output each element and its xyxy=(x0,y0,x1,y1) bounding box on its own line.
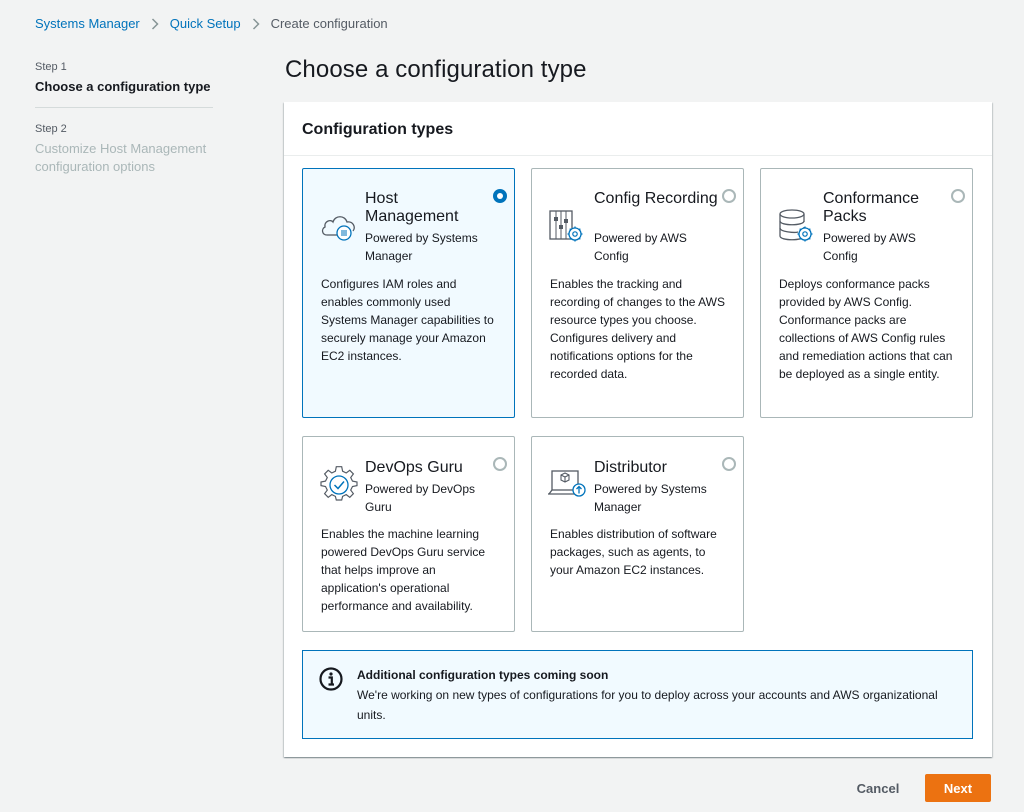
tile-config-recording[interactable] xyxy=(531,168,744,418)
breadcrumb-systems-manager[interactable]: Systems Manager xyxy=(35,16,140,31)
info-icon xyxy=(319,667,343,691)
tile-powered-by: Powered by Systems Manager xyxy=(365,231,478,263)
gear-check-icon xyxy=(319,465,359,505)
laptop-package-icon xyxy=(548,465,588,505)
cancel-button[interactable]: Cancel xyxy=(838,774,918,802)
wizard-steps xyxy=(35,60,213,176)
breadcrumb xyxy=(35,16,388,31)
wizard-step-2 xyxy=(35,122,213,176)
config-recording-icon xyxy=(548,205,588,245)
tile-name: Config Recording xyxy=(594,190,718,207)
alert-title: Additional configuration types coming soon xyxy=(357,668,609,682)
tile-radio[interactable] xyxy=(493,457,507,471)
tile-description: Configures IAM roles and enables commonly used Systems Manager capabilities to securely manage your Amazon EC2 instances. xyxy=(321,277,494,363)
wizard-step-1 xyxy=(35,60,213,95)
tile-devops-guru[interactable] xyxy=(302,436,515,632)
step-2-title: Customize Host Management configuration options xyxy=(35,141,207,174)
step-divider xyxy=(35,107,213,108)
tile-name: Distributor xyxy=(594,459,667,476)
next-button[interactable]: Next xyxy=(925,774,991,802)
tile-name: Conformance Packs xyxy=(823,190,920,225)
tile-description: Enables the tracking and recording of changes to the AWS resource types you choose. Configures delivery and notifications options for the recorded data. xyxy=(550,277,725,381)
database-gear-icon xyxy=(777,205,817,245)
tile-radio[interactable] xyxy=(951,189,965,203)
tile-powered-by: Powered by AWS Config xyxy=(594,231,687,263)
tile-description: Enables the machine learning powered DevOps Guru service that helps improve an application's operational performance and availability. xyxy=(321,527,486,613)
breadcrumb-current: Create configuration xyxy=(270,16,388,31)
chevron-right-icon xyxy=(151,18,159,30)
tile-distributor[interactable] xyxy=(531,436,744,632)
tile-host-management[interactable] xyxy=(302,168,515,418)
tile-radio[interactable] xyxy=(722,457,736,471)
step-1-label: Step 1 xyxy=(35,61,67,73)
panel-title: Configuration types xyxy=(302,121,454,138)
breadcrumb-quick-setup[interactable]: Quick Setup xyxy=(169,16,241,31)
step-1-title: Choose a configuration type xyxy=(35,79,211,94)
alert-body: We're working on new types of configurations for you to deploy across your accounts and AWS organizational units. xyxy=(357,688,938,722)
tile-conformance-packs[interactable] xyxy=(760,168,973,418)
info-alert xyxy=(302,650,973,739)
configuration-types-panel xyxy=(284,102,992,757)
panel-header xyxy=(284,102,992,156)
tile-radio[interactable] xyxy=(493,189,507,203)
page-title: Choose a configuration type xyxy=(285,56,587,83)
chevron-right-icon xyxy=(252,18,260,30)
tile-description: Deploys conformance packs provided by AWS Config. Conformance packs are collections of AWS Config rules and remediation actions that can be deployed as a single entity. xyxy=(779,277,953,381)
tile-powered-by: Powered by DevOps Guru xyxy=(365,482,476,514)
tile-powered-by: Powered by AWS Config xyxy=(823,231,916,263)
cloud-settings-icon xyxy=(319,205,359,245)
tile-name: Host Management xyxy=(365,190,459,225)
tile-name: DevOps Guru xyxy=(365,459,463,476)
step-2-label: Step 2 xyxy=(35,123,67,135)
tile-powered-by: Powered by Systems Manager xyxy=(594,482,707,514)
tile-description: Enables distribution of software packages, such as agents, to your Amazon EC2 instances. xyxy=(550,527,717,577)
tile-radio[interactable] xyxy=(722,189,736,203)
